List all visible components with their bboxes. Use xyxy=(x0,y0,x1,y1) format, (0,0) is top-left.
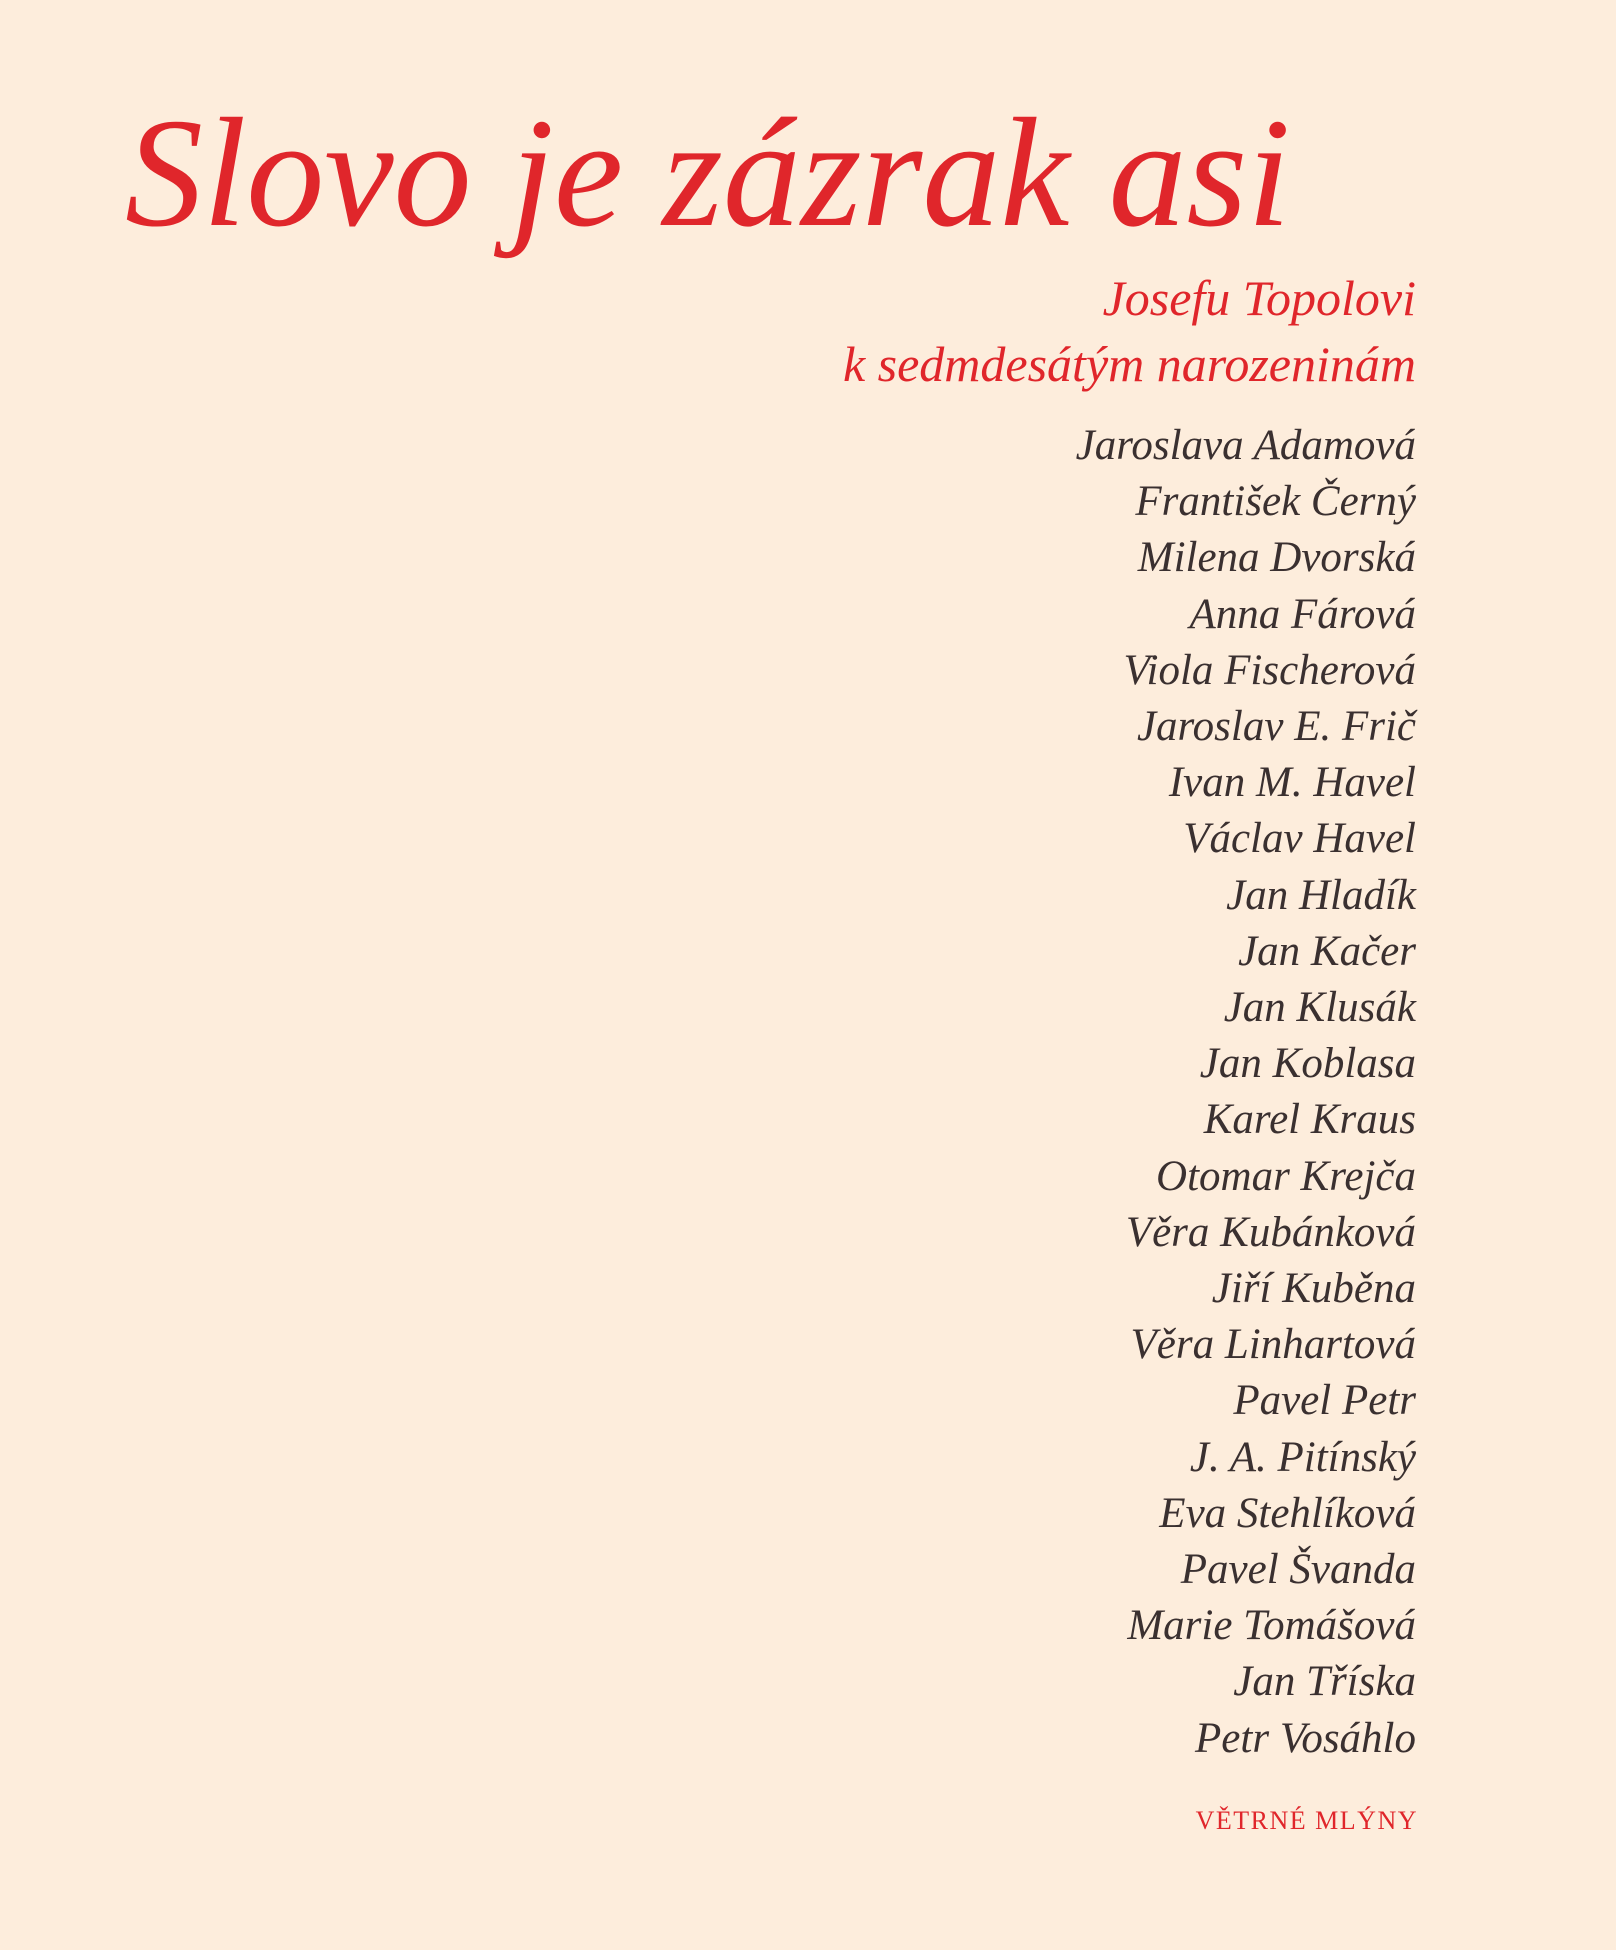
author-name: Eva Stehlíková xyxy=(1159,1489,1416,1537)
author-name: Jan Hladík xyxy=(1226,871,1416,919)
author-name: Jiří Kuběna xyxy=(1211,1265,1416,1313)
author-name: Viola Fischerová xyxy=(1123,646,1416,694)
author-name: Jan Koblasa xyxy=(1199,1040,1416,1088)
dedication-line: Josefu Topolovi xyxy=(1102,270,1416,326)
author-name: Otomar Krejča xyxy=(1156,1152,1416,1200)
author-name: Jan Kačer xyxy=(1238,927,1416,975)
author-name: Jan Klusák xyxy=(1223,984,1416,1032)
book-title: Slovo je zázrak asi xyxy=(125,86,1291,259)
author-list xyxy=(1076,418,1416,1767)
author-name: Petr Vosáhlo xyxy=(1195,1714,1416,1762)
author-name: Ivan M. Havel xyxy=(1168,759,1416,807)
author-name: Marie Tomášová xyxy=(1127,1602,1416,1650)
author-name: Jaroslav E. Frič xyxy=(1136,703,1416,751)
author-name: Věra Linhartová xyxy=(1130,1321,1416,1369)
author-name: Václav Havel xyxy=(1183,815,1416,863)
dedication-line: k sedmdesátým narozeninám xyxy=(842,336,1416,392)
author-name: Věra Kubánková xyxy=(1125,1208,1416,1256)
publisher-name: VĚTRNÉ MLÝNY xyxy=(1195,1806,1418,1835)
author-name: Jaroslava Adamová xyxy=(1075,422,1416,469)
author-name: J. A. Pitínský xyxy=(1189,1433,1416,1481)
author-name: Karel Kraus xyxy=(1203,1096,1416,1144)
author-name: Pavel Švanda xyxy=(1180,1546,1416,1594)
author-name: František Černý xyxy=(1135,478,1416,526)
author-name: Pavel Petr xyxy=(1233,1377,1416,1425)
author-name: Jan Tříska xyxy=(1233,1658,1416,1706)
author-name: Anna Fárová xyxy=(1189,590,1416,638)
author-name: Milena Dvorská xyxy=(1137,534,1416,582)
dedication xyxy=(843,265,1416,397)
